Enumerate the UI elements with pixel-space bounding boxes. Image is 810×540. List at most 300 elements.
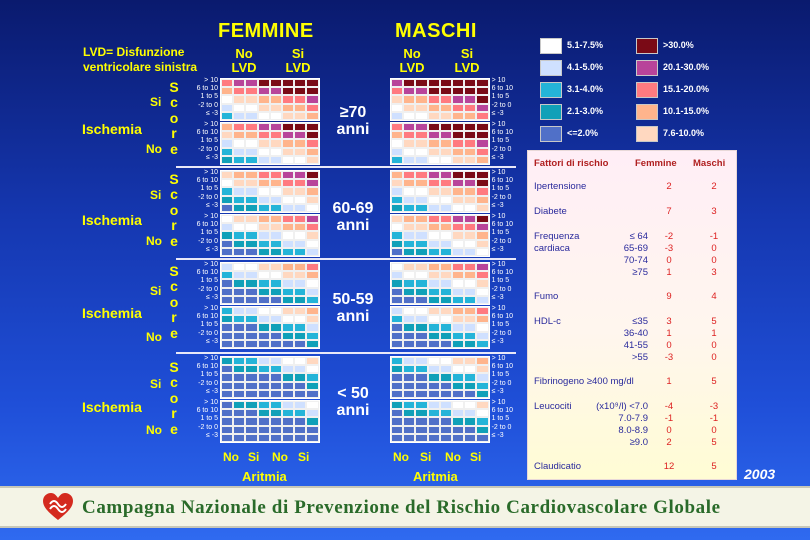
risk-cell xyxy=(391,409,403,417)
risk-grid xyxy=(220,356,320,399)
rf-value-maschi: 2 xyxy=(711,181,717,192)
risk-cell xyxy=(428,271,440,279)
risk-cell xyxy=(270,223,282,231)
risk-cell xyxy=(258,104,270,112)
risk-cell xyxy=(221,434,233,442)
risk-cell xyxy=(403,204,415,212)
risk-cell xyxy=(391,390,403,398)
risk-cell xyxy=(428,323,440,331)
risk-cell xyxy=(233,296,245,304)
score-tick-label: -2 to 0 xyxy=(491,379,512,387)
risk-cell xyxy=(294,196,306,204)
risk-cell xyxy=(245,296,257,304)
risk-cell xyxy=(391,215,403,223)
risk-cell xyxy=(476,248,488,256)
risk-cell xyxy=(391,357,403,365)
risk-cell xyxy=(294,357,306,365)
risk-cell xyxy=(440,95,452,103)
risk-cell xyxy=(391,139,403,147)
risk-cell xyxy=(270,323,282,331)
risk-cell xyxy=(282,315,294,323)
risk-cell xyxy=(270,288,282,296)
risk-cell xyxy=(282,131,294,139)
score-tick-label: 6 to 10 xyxy=(196,221,218,229)
risk-cell xyxy=(221,315,233,323)
risk-cell xyxy=(440,401,452,409)
risk-cell xyxy=(282,95,294,103)
risk-cell xyxy=(415,365,427,373)
risk-cell xyxy=(294,95,306,103)
risk-cell xyxy=(294,179,306,187)
risk-cell xyxy=(452,248,464,256)
risk-cell xyxy=(282,426,294,434)
legend-label: 15.1-20.0% xyxy=(663,84,710,94)
risk-cell xyxy=(415,263,427,271)
risk-cell xyxy=(306,215,318,223)
risk-cell xyxy=(440,187,452,195)
risk-cell xyxy=(306,231,318,239)
age-unit: anni xyxy=(336,308,370,325)
risk-cell xyxy=(221,307,233,315)
risk-cell xyxy=(270,248,282,256)
risk-cell xyxy=(270,417,282,425)
score-tick-label: 1 to 5 xyxy=(491,229,510,237)
risk-cell xyxy=(464,231,476,239)
risk-cell xyxy=(306,131,318,139)
legend-label: 20.1-30.0% xyxy=(663,62,710,72)
risk-cell xyxy=(245,340,257,348)
risk-cell xyxy=(440,104,452,112)
risk-grid xyxy=(390,400,490,443)
risk-cell xyxy=(464,179,476,187)
rf-value-maschi: -1 xyxy=(709,413,719,424)
score-tick-label: 6 to 10 xyxy=(491,407,514,415)
score-tick-label: -2 to 0 xyxy=(198,101,218,109)
rf-factor-sub: 41-55 xyxy=(623,340,648,351)
risk-cell xyxy=(258,365,270,373)
risk-cell xyxy=(452,139,464,147)
risk-cell xyxy=(221,401,233,409)
risk-cell xyxy=(403,426,415,434)
risk-cell xyxy=(403,248,415,256)
score-tick-label: 6 to 10 xyxy=(196,363,218,371)
risk-cell xyxy=(282,223,294,231)
risk-cell xyxy=(440,123,452,131)
risk-cell xyxy=(440,79,452,87)
risk-cell xyxy=(464,79,476,87)
risk-cell xyxy=(403,417,415,425)
rf-header-femmine: Femmine xyxy=(635,158,677,169)
risk-grid xyxy=(220,306,320,349)
score-letter: S xyxy=(169,359,179,375)
risk-cell xyxy=(476,95,488,103)
score-tick-label: 1 to 5 xyxy=(491,277,510,285)
risk-cell xyxy=(452,307,464,315)
footer-banner xyxy=(0,486,810,528)
risk-cell xyxy=(233,231,245,239)
score-tick-label: 6 to 10 xyxy=(491,221,514,229)
risk-cell xyxy=(452,148,464,156)
score-tick-label: -2 to 0 xyxy=(198,285,218,293)
risk-cell xyxy=(452,95,464,103)
score-tick-label: -2 to 0 xyxy=(198,193,218,201)
risk-cell xyxy=(270,112,282,120)
score-letter: e xyxy=(170,232,178,249)
risk-cell xyxy=(233,215,245,223)
risk-cell xyxy=(428,401,440,409)
risk-cell xyxy=(282,156,294,164)
risk-cell xyxy=(464,171,476,179)
risk-cell xyxy=(428,95,440,103)
score-tick-label: ≤ -3 xyxy=(205,337,218,345)
risk-cell xyxy=(245,87,257,95)
risk-cell xyxy=(258,79,270,87)
risk-cell xyxy=(221,288,233,296)
score-tick-label: > 10 xyxy=(204,121,218,128)
risk-cell xyxy=(258,332,270,340)
risk-cell xyxy=(306,296,318,304)
risk-cell xyxy=(306,223,318,231)
score-letter: e xyxy=(170,140,178,157)
risk-cell xyxy=(245,279,257,287)
risk-cell xyxy=(221,279,233,287)
risk-cell xyxy=(476,223,488,231)
risk-cell xyxy=(452,332,464,340)
risk-cell xyxy=(294,79,306,87)
risk-cell xyxy=(270,279,282,287)
risk-cell xyxy=(440,307,452,315)
risk-cell xyxy=(428,426,440,434)
risk-cell xyxy=(245,171,257,179)
risk-cell xyxy=(245,434,257,442)
risk-cell xyxy=(294,171,306,179)
rf-value-femmine: 9 xyxy=(666,291,672,302)
risk-cell xyxy=(233,112,245,120)
risk-cell xyxy=(428,231,440,239)
risk-cell xyxy=(270,139,282,147)
risk-cell xyxy=(221,87,233,95)
rf-factor-sub: ≥75 xyxy=(632,267,648,278)
risk-cell xyxy=(440,196,452,204)
risk-cell xyxy=(440,332,452,340)
risk-cell xyxy=(233,139,245,147)
score-letter: S xyxy=(169,171,179,187)
risk-cell xyxy=(245,215,257,223)
risk-cell xyxy=(440,248,452,256)
risk-cell xyxy=(306,307,318,315)
score-tick-label: > 10 xyxy=(491,355,506,362)
risk-cell xyxy=(428,148,440,156)
risk-cell xyxy=(245,123,257,131)
risk-cell xyxy=(464,156,476,164)
risk-cell xyxy=(476,288,488,296)
score-letter: r xyxy=(171,125,177,142)
rf-header-factor: Fattori di rischio xyxy=(534,158,609,169)
risk-cell xyxy=(440,131,452,139)
rf-factor-sub: ≤35 xyxy=(632,316,648,327)
risk-cell xyxy=(221,187,233,195)
age-band-under-50 xyxy=(318,385,388,419)
score-letter: r xyxy=(171,309,177,326)
risk-cell xyxy=(452,223,464,231)
risk-cell xyxy=(428,187,440,195)
mas-aritmia-label: Aritmia xyxy=(413,469,458,484)
risk-cell xyxy=(403,131,415,139)
risk-cell xyxy=(233,417,245,425)
score-letter: c xyxy=(170,278,178,295)
score-letter: e xyxy=(170,420,178,437)
rf-value-maschi: 5 xyxy=(711,376,717,387)
risk-cell xyxy=(282,279,294,287)
risk-cell xyxy=(258,357,270,365)
score-tick-label: ≤ -3 xyxy=(205,201,218,209)
risk-cell xyxy=(245,401,257,409)
risk-cell xyxy=(258,434,270,442)
risk-cell xyxy=(270,390,282,398)
risk-cell xyxy=(428,223,440,231)
risk-cell xyxy=(452,79,464,87)
risk-cell xyxy=(476,426,488,434)
lvd-definition-line2: ventricolare sinistra xyxy=(83,60,198,74)
risk-cell xyxy=(452,434,464,442)
age-range: < 50 xyxy=(337,385,369,402)
risk-cell xyxy=(464,196,476,204)
score-tick-label: 6 to 10 xyxy=(196,129,218,137)
score-tick-label: -2 to 0 xyxy=(491,237,512,245)
risk-cell xyxy=(294,288,306,296)
risk-cell xyxy=(452,196,464,204)
rf-value-maschi: 5 xyxy=(711,316,717,327)
rf-value-femmine: 2 xyxy=(666,437,672,448)
risk-cell xyxy=(391,187,403,195)
risk-cell xyxy=(428,434,440,442)
score-tick-label: -2 to 0 xyxy=(198,329,218,337)
risk-cell xyxy=(282,340,294,348)
mas-aritmia-si: Si xyxy=(420,450,432,464)
risk-cell xyxy=(440,417,452,425)
risk-cell xyxy=(294,223,306,231)
risk-cell xyxy=(415,196,427,204)
risk-cell xyxy=(440,240,452,248)
risk-cell xyxy=(452,131,464,139)
risk-cell xyxy=(282,307,294,315)
risk-cell xyxy=(476,271,488,279)
risk-cell xyxy=(415,156,427,164)
risk-cell xyxy=(428,131,440,139)
legend-swatch xyxy=(636,104,658,120)
score-tick-label: -2 to 0 xyxy=(198,423,218,431)
risk-cell xyxy=(306,373,318,381)
risk-cell xyxy=(464,271,476,279)
risk-cell xyxy=(415,231,427,239)
risk-cell xyxy=(306,196,318,204)
risk-cell xyxy=(245,263,257,271)
risk-cell xyxy=(464,263,476,271)
risk-cell xyxy=(391,79,403,87)
rf-factor-label: Frequenza xyxy=(534,231,580,242)
risk-cell xyxy=(403,307,415,315)
score-tick-label: 6 to 10 xyxy=(491,129,514,137)
legend-swatch xyxy=(636,60,658,76)
risk-cell xyxy=(258,288,270,296)
risk-cell xyxy=(282,79,294,87)
risk-cell xyxy=(464,223,476,231)
score-tick-label: ≤ -3 xyxy=(205,153,218,161)
risk-cell xyxy=(464,95,476,103)
risk-cell xyxy=(245,288,257,296)
risk-cell xyxy=(452,271,464,279)
risk-cell xyxy=(221,148,233,156)
risk-cell xyxy=(245,390,257,398)
risk-grid xyxy=(220,170,320,213)
risk-cell xyxy=(452,365,464,373)
risk-cell xyxy=(415,179,427,187)
risk-cell xyxy=(294,279,306,287)
score-tick-label: ≤ -3 xyxy=(491,293,504,301)
rf-factor-sub: >55 xyxy=(631,352,648,363)
risk-cell xyxy=(258,95,270,103)
rf-value-femmine: -3 xyxy=(664,352,674,363)
risk-cell xyxy=(233,123,245,131)
risk-cell xyxy=(415,307,427,315)
risk-cell xyxy=(306,248,318,256)
risk-cell xyxy=(452,382,464,390)
risk-cell xyxy=(270,156,282,164)
risk-cell xyxy=(306,187,318,195)
score-letter: c xyxy=(170,186,178,203)
risk-cell xyxy=(403,323,415,331)
risk-cell xyxy=(391,401,403,409)
risk-cell xyxy=(452,390,464,398)
risk-cell xyxy=(452,417,464,425)
score-tick-label: ≤ -3 xyxy=(491,109,504,117)
score-tick-label: 1 to 5 xyxy=(491,93,510,101)
risk-cell xyxy=(476,373,488,381)
score-tick-label: 1 to 5 xyxy=(200,185,218,193)
score-tick-label: > 10 xyxy=(491,261,506,268)
risk-cell xyxy=(294,215,306,223)
risk-cell xyxy=(476,401,488,409)
risk-cell xyxy=(440,279,452,287)
risk-cell xyxy=(306,365,318,373)
risk-cell xyxy=(415,187,427,195)
risk-cell xyxy=(452,231,464,239)
risk-cell xyxy=(233,187,245,195)
rf-factor-label: Claudicatio xyxy=(534,461,581,472)
risk-cell xyxy=(403,288,415,296)
risk-cell xyxy=(403,139,415,147)
risk-cell xyxy=(428,417,440,425)
rf-value-femmine: 2 xyxy=(666,181,672,192)
risk-cell xyxy=(476,196,488,204)
risk-cell xyxy=(258,148,270,156)
risk-cell xyxy=(221,390,233,398)
rf-factor-sub: 36-40 xyxy=(623,328,648,339)
risk-cell xyxy=(415,296,427,304)
score-tick-label: -2 to 0 xyxy=(491,423,512,431)
heart-logo-icon xyxy=(42,492,74,522)
mas-aritmia-no: No xyxy=(393,450,409,464)
risk-cell xyxy=(306,263,318,271)
risk-cell xyxy=(245,231,257,239)
risk-cell xyxy=(415,434,427,442)
risk-cell xyxy=(391,231,403,239)
risk-cell xyxy=(294,332,306,340)
risk-cell xyxy=(258,279,270,287)
fem-no-lvd-header xyxy=(226,47,262,75)
risk-cell xyxy=(403,340,415,348)
score-tick-label: ≤ -3 xyxy=(205,293,218,301)
risk-cell xyxy=(464,307,476,315)
band-separator xyxy=(176,166,516,168)
mas-no-lvd-header xyxy=(394,47,430,75)
score-tick-label: > 10 xyxy=(204,355,218,362)
legend-label: 2.1-3.0% xyxy=(567,106,604,116)
risk-cell xyxy=(294,340,306,348)
risk-cell xyxy=(221,139,233,147)
risk-cell xyxy=(415,332,427,340)
score-tick-label: -2 to 0 xyxy=(491,285,512,293)
risk-cell xyxy=(306,315,318,323)
risk-cell xyxy=(306,87,318,95)
risk-cell xyxy=(415,123,427,131)
risk-cell xyxy=(245,179,257,187)
risk-cell xyxy=(294,382,306,390)
risk-cell xyxy=(245,323,257,331)
score-tick-label: 6 to 10 xyxy=(491,177,514,185)
risk-cell xyxy=(428,390,440,398)
risk-cell xyxy=(245,315,257,323)
risk-cell xyxy=(403,315,415,323)
risk-cell xyxy=(452,296,464,304)
score-letter: r xyxy=(171,217,177,234)
risk-cell xyxy=(270,401,282,409)
risk-cell xyxy=(258,240,270,248)
score-tick-label: 6 to 10 xyxy=(196,269,218,277)
rf-factor-sub: 8.0-8.9 xyxy=(618,425,648,436)
risk-cell xyxy=(258,187,270,195)
risk-cell xyxy=(294,307,306,315)
risk-cell xyxy=(282,271,294,279)
fem-si-label: Si xyxy=(291,46,305,61)
risk-cell xyxy=(294,417,306,425)
risk-cell xyxy=(440,315,452,323)
risk-cell xyxy=(452,104,464,112)
score-tick-label: ≤ -3 xyxy=(491,201,504,209)
risk-cell xyxy=(464,204,476,212)
score-tick-label: -2 to 0 xyxy=(491,329,512,337)
band3-ischemia-label: Ischemia xyxy=(82,305,142,321)
risk-cell xyxy=(258,215,270,223)
risk-cell xyxy=(464,426,476,434)
risk-cell xyxy=(428,215,440,223)
risk-cell xyxy=(258,271,270,279)
risk-cell xyxy=(282,401,294,409)
risk-cell xyxy=(403,187,415,195)
risk-cell xyxy=(294,112,306,120)
risk-cell xyxy=(258,340,270,348)
risk-cell xyxy=(428,307,440,315)
risk-cell xyxy=(428,204,440,212)
risk-cell xyxy=(391,240,403,248)
band1-no-label: No xyxy=(146,142,162,156)
score-tick-label: ≤ -3 xyxy=(491,245,504,253)
risk-cell xyxy=(282,112,294,120)
risk-grid xyxy=(390,262,490,305)
fem-no-label: No xyxy=(235,46,253,61)
risk-cell xyxy=(440,340,452,348)
risk-cell xyxy=(428,340,440,348)
